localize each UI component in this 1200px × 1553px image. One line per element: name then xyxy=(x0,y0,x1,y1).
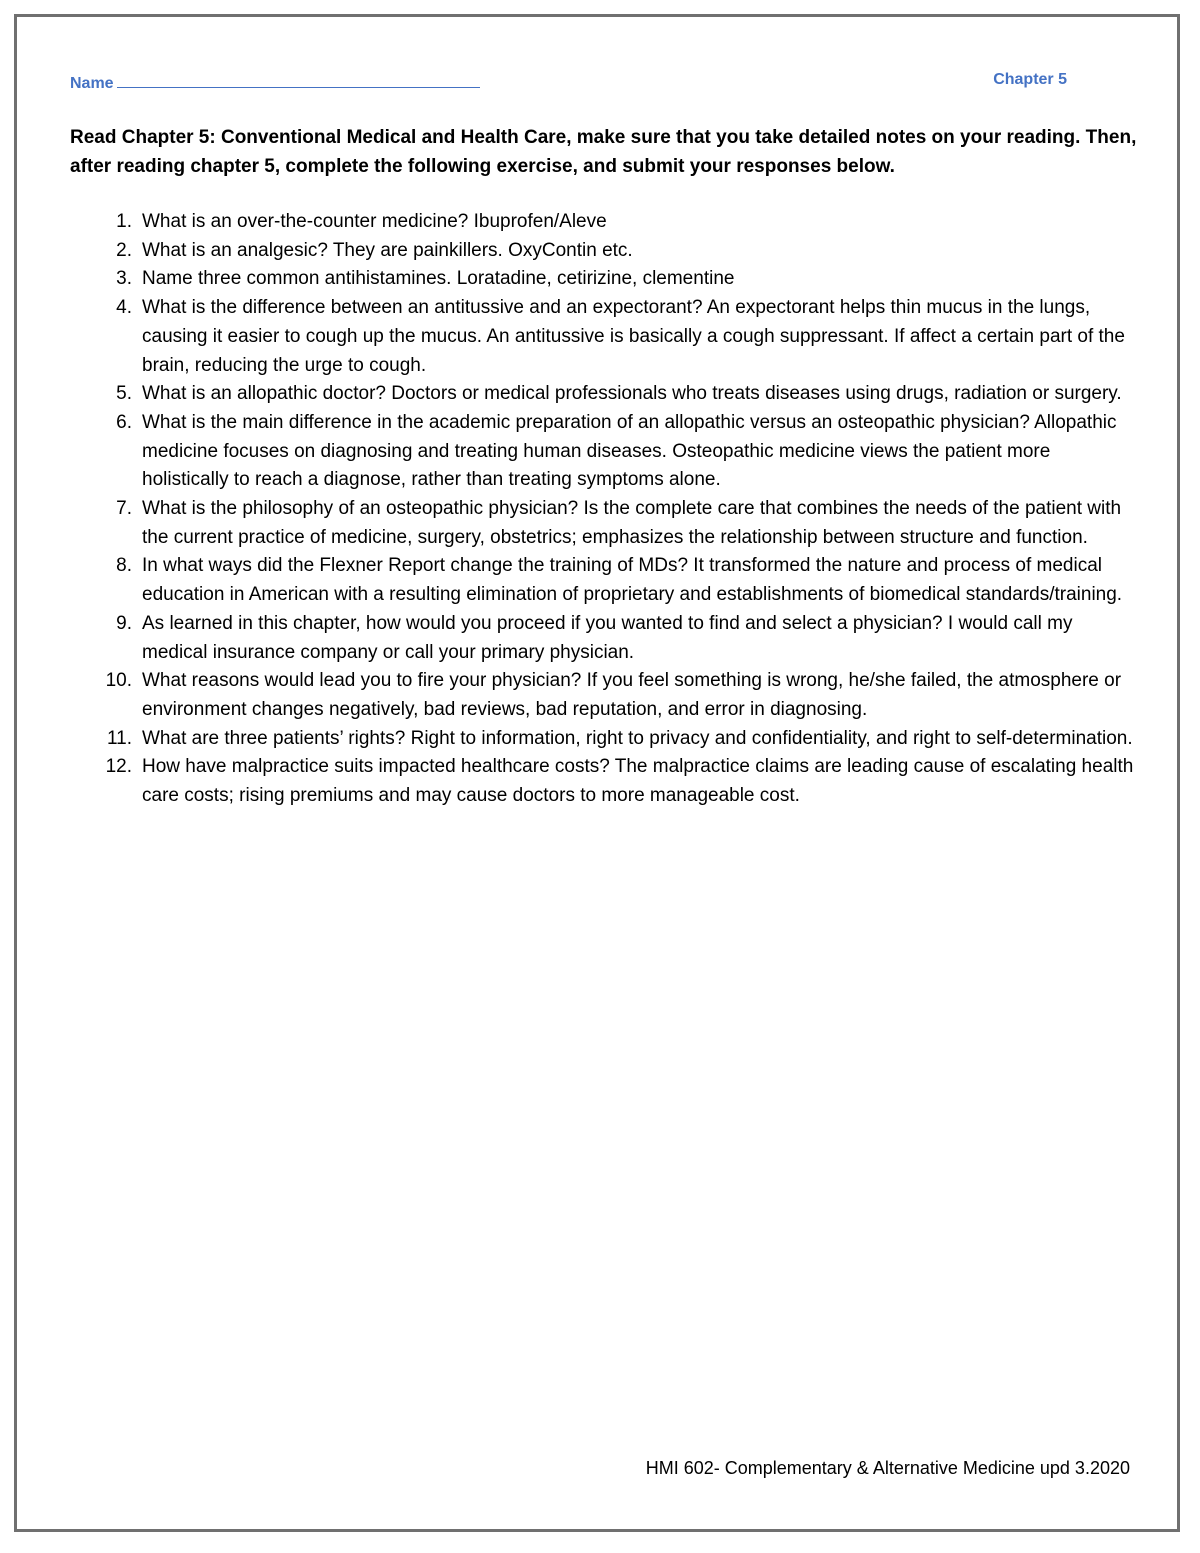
item-text: What is an allopathic doctor? Doctors or medical professionals who treats diseases using drugs, radiation or surgery. xyxy=(142,383,1122,405)
item-number: 5. xyxy=(116,383,132,405)
list-item xyxy=(70,409,1138,495)
name-field xyxy=(70,71,480,93)
list-item xyxy=(70,753,1138,810)
item-number: 7. xyxy=(116,498,132,520)
list-item xyxy=(70,294,1138,380)
item-number: 3. xyxy=(116,268,132,290)
item-number: 4. xyxy=(116,297,132,319)
item-number: 10. xyxy=(105,670,132,692)
name-label: Name xyxy=(70,75,114,92)
list-item xyxy=(70,495,1138,552)
question-list xyxy=(70,208,1138,811)
item-number: 11. xyxy=(106,727,132,749)
instructions: Read Chapter 5: Conventional Medical and Health Care, make sure that you take detailed notes on your reading. Then, after reading chapter 5, complete the following exercise, and submit your responses below. xyxy=(70,127,1137,177)
item-text: What are three patients’ rights? Right to information, right to privacy and confidentiality, and right to self-determination. xyxy=(142,727,1133,749)
item-text: How have malpractice suits impacted healthcare costs? The malpractice claims are leading cause of escalating health care costs; rising premiums and may cause doctors to more manageable cost. xyxy=(142,756,1134,807)
item-text: In what ways did the Flexner Report change the training of MDs? It transformed the nature and process of medical education in American with a resulting elimination of proprietary and establishments of biomedical standards/training. xyxy=(142,555,1123,606)
list-item xyxy=(70,610,1138,667)
page-footer: HMI 602- Complementary & Alternative Medicine upd 3.2020 xyxy=(645,1458,1130,1478)
item-text: What reasons would lead you to fire your physician? If you feel something is wrong, he/she failed, the atmosphere or environment changes negatively, bad reviews, bad reputation, and error in diagnosing. xyxy=(142,670,1122,720)
item-text: What is the difference between an antitussive and an expectorant? An expectorant helps thin mucus in the lungs, causing it easier to cough up the mucus. An antitussive is basically a cough suppressant. If affect a certain part of the brain, reducing the urge to cough. xyxy=(142,297,1125,376)
name-blank-line xyxy=(117,71,480,88)
list-item xyxy=(70,725,1138,754)
list-item xyxy=(70,208,1138,237)
item-number: 1. xyxy=(116,211,132,232)
chapter-label: Chapter 5 xyxy=(993,71,1067,88)
item-text: What is an analgesic? They are painkillers. OxyContin etc. xyxy=(142,239,633,261)
item-text: As learned in this chapter, how would you proceed if you wanted to find and select a physician? I would call my medical insurance company or call your primary physician. xyxy=(142,612,1073,663)
list-item xyxy=(70,552,1138,609)
item-number: 6. xyxy=(116,411,132,433)
item-number: 8. xyxy=(116,555,132,577)
list-item xyxy=(70,265,1138,294)
item-text: What is the main difference in the academic preparation of an allopathic versus an osteopathic physician? Allopathic medicine focuses on diagnosing and treating human diseases. Osteopathic medicine views the patient more holistically to reach a diagnose, rather than treating symptoms alone. xyxy=(142,411,1117,491)
item-text: Name three common antihistamines. Loratadine, cetirizine, clementine xyxy=(142,268,735,290)
item-text: What is the philosophy of an osteopathic physician? Is the complete care that combines the needs of the patient with the current practice of medicine, surgery, obstetrics; emphasizes the relationship between structure and function. xyxy=(142,498,1122,548)
list-item xyxy=(70,380,1138,409)
page-header xyxy=(70,71,1067,95)
item-number: 9. xyxy=(116,612,132,634)
list-item xyxy=(70,667,1138,724)
item-number: 12. xyxy=(105,756,132,778)
list-item xyxy=(70,237,1138,266)
item-number: 2. xyxy=(116,239,132,261)
item-text: What is an over-the-counter medicine? Ibuprofen/Aleve xyxy=(142,211,607,232)
